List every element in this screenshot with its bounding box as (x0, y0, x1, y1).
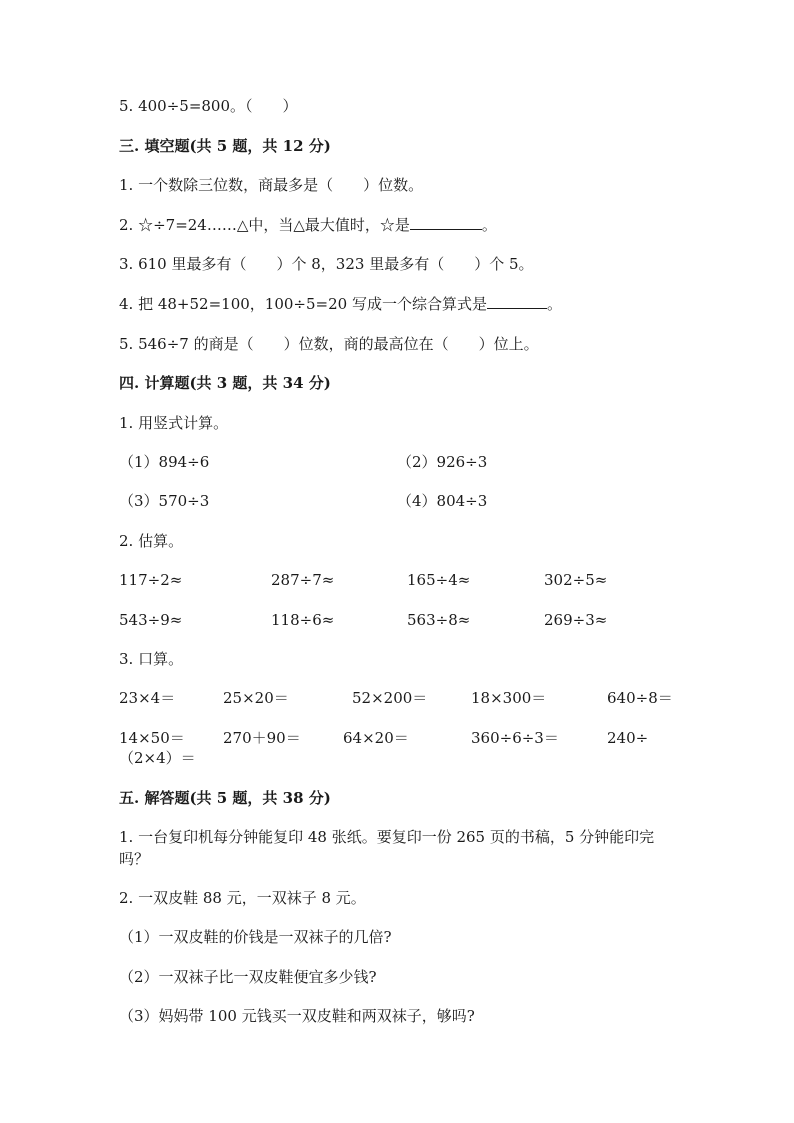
vertical-item: （4）804÷3 (397, 492, 488, 510)
oral-item: 14×50＝ (119, 729, 185, 747)
oral-item: 360÷6÷3＝ (471, 729, 559, 747)
estimate-item: 287÷7≈ (271, 571, 335, 589)
vertical-item: （2）926÷3 (397, 453, 488, 471)
section4-heading: 四. 计算题(共 3 题，共 34 分) (119, 374, 331, 392)
section5-heading: 五. 解答题(共 5 题，共 38 分) (119, 789, 331, 807)
oral-item: 18×300＝ (471, 689, 547, 707)
fill-q2-end: 。 (481, 216, 497, 234)
answer-blank (487, 294, 547, 309)
fill-q2-text: 2. ☆÷7=24……△中，当△最大值时，☆是 (119, 216, 410, 234)
section3-heading: 三. 填空题(共 5 题，共 12 分) (119, 137, 331, 155)
solve-q1-line2: 吗？ (119, 850, 150, 868)
vertical-item: （1）894÷6 (119, 453, 210, 471)
estimate-item: 118÷6≈ (271, 611, 335, 629)
fill-q4-end: 。 (546, 295, 562, 313)
estimate-item: 302÷5≈ (544, 571, 608, 589)
oral-item-wrap: （2×4）＝ (119, 749, 196, 767)
calc-q1-title: 1. 用竖式计算。 (119, 414, 229, 432)
estimate-item: 117÷2≈ (119, 571, 183, 589)
oral-item: 240÷ (607, 729, 649, 747)
vertical-item: （3）570÷3 (119, 492, 210, 510)
oral-item: 640÷8＝ (607, 689, 673, 707)
estimate-item: 543÷9≈ (119, 611, 183, 629)
estimate-item: 563÷8≈ (407, 611, 471, 629)
calc-q3-title: 3. 口算。 (119, 650, 184, 668)
calc-q2-title: 2. 估算。 (119, 532, 184, 550)
solve-q1-line1: 1. 一台复印机每分钟能复印 48 张纸。要复印一份 265 页的书稿，5 分钟能印完 (119, 828, 655, 846)
fill-q4-text: 4. 把 48+52=100，100÷5=20 写成一个综合算式是 (119, 295, 487, 313)
oral-item: 270＋90＝ (223, 729, 301, 747)
estimate-item: 269÷3≈ (544, 611, 608, 629)
fill-q3: 3. 610 里最多有（ ）个 8，323 里最多有（ ）个 5。 (119, 255, 534, 273)
fill-q2 (119, 215, 497, 235)
solve-q2-sub: （1）一双皮鞋的价钱是一双袜子的几倍? (119, 928, 392, 946)
fill-q5: 5. 546÷7 的商是（ ）位数，商的最高位在（ ）位上。 (119, 335, 539, 353)
oral-item: 25×20＝ (223, 689, 289, 707)
fill-q1: 1. 一个数除三位数，商最多是（ ）位数。 (119, 176, 424, 194)
solve-q2-sub: （2）一双袜子比一双皮鞋便宜多少钱? (119, 968, 377, 986)
oral-item: 64×20＝ (343, 729, 409, 747)
estimate-item: 165÷4≈ (407, 571, 471, 589)
solve-q2: 2. 一双皮鞋 88 元，一双袜子 8 元。 (119, 889, 366, 907)
oral-item: 23×4＝ (119, 689, 176, 707)
solve-q2-sub: （3）妈妈带 100 元钱买一双皮鞋和两双袜子，够吗? (119, 1007, 475, 1025)
fill-q4 (119, 294, 562, 314)
prev-item-5: 5. 400÷5=800。（ ） (119, 97, 298, 115)
oral-item: 52×200＝ (352, 689, 428, 707)
answer-blank (410, 215, 482, 230)
